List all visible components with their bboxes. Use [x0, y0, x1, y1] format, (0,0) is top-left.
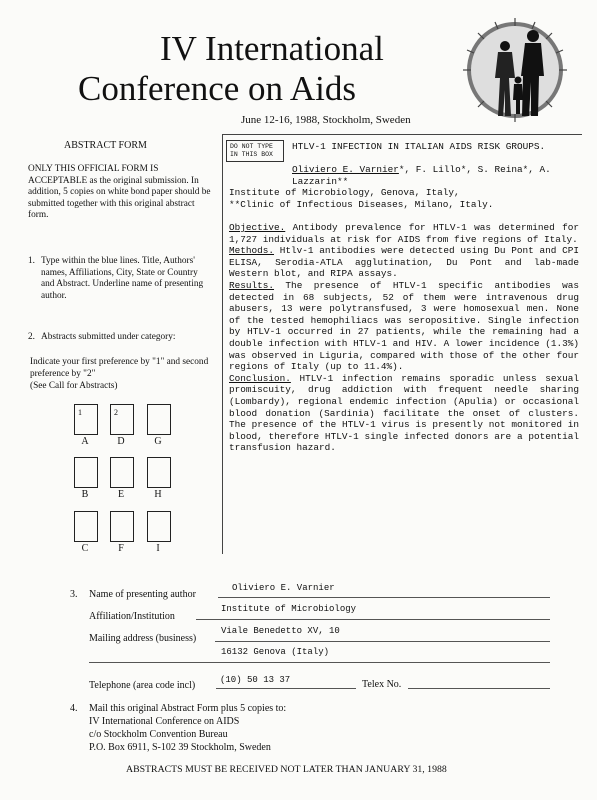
category-label-e: E — [117, 489, 125, 500]
instruction-1-text: Type within the blue lines. Title, Authors' names, Affiliations, City, State or Country and Abstract. Underline name of presenting author. — [41, 256, 204, 301]
mail-address-line-2: c/o Stockholm Convention Bureau — [89, 729, 228, 740]
category-label-h: H — [154, 489, 162, 500]
category-box-c[interactable] — [74, 511, 98, 542]
category-box-h[interactable] — [147, 457, 171, 488]
field-3-number: 3. — [70, 589, 78, 600]
abstract-authors — [292, 164, 582, 187]
conference-title-line1: IV International — [160, 29, 384, 68]
mailing-address-label: Mailing address (business) — [89, 633, 197, 644]
coauthors: *, F. Lillo*, S. Reina*, A. Lazzarin** — [292, 164, 551, 187]
category-label-g: G — [154, 436, 162, 447]
telephone-line — [216, 688, 356, 689]
category-box-a[interactable]: 1 — [74, 404, 98, 435]
objective-paragraph — [229, 222, 579, 245]
mail-address-line-1: IV International Conference on AIDS — [89, 716, 240, 727]
category-box-b[interactable] — [74, 457, 98, 488]
telex-label: Telex No. — [362, 679, 402, 690]
affiliation-label: Affiliation/Institution — [89, 611, 175, 622]
presenting-author-input[interactable]: Oliviero E. Varnier — [232, 583, 335, 593]
methods-paragraph — [229, 245, 579, 280]
mailing-address-input-2[interactable]: 16132 Genova (Italy) — [221, 647, 330, 657]
presenting-author-name: Oliviero E. Varnier — [292, 164, 399, 175]
conference-logo — [445, 12, 585, 122]
instruction-2-number: 2. — [28, 332, 35, 342]
telex-line — [408, 688, 550, 689]
affiliation-line-2: **Clinic of Infectious Diseases, Milano, Italy. — [229, 199, 494, 210]
results-text: The presence of HTLV-1 specific antibodies was detected in 68 subjects, 52 of them were intravenous drug abusers, 13 were polytransfused, 3 were homosexual men. None of the tested hemophiliacs was seropositive. Single infection by HTLV-1 occurred in 27 patients, while the remaining had a double infection with HTLV-1 and HIV. A lower incidence (1.3%) was observed in Liguria, compared with those of the other four regions of Italy (up to 11.4%). — [229, 279, 579, 373]
call-for-abstracts-note: (See Call for Abstracts) — [30, 381, 118, 391]
objective-text: Antibody prevalence for HTLV-1 was determined for 1,727 individuals at risk for AIDS from five regions of Italy. — [229, 222, 579, 245]
abstract-area-left-border — [222, 134, 223, 554]
conclusion-paragraph — [229, 373, 579, 454]
abstract-body — [229, 222, 579, 454]
methods-label: Methods. — [229, 245, 275, 257]
conference-dates: June 12-16, 1988, Stockholm, Sweden — [241, 114, 411, 126]
telephone-input[interactable]: (10) 50 13 37 — [220, 675, 291, 685]
deadline-notice: ABSTRACTS MUST BE RECEIVED NOT LATER THAN JANUARY 31, 1988 — [126, 764, 447, 775]
category-label-a: A — [81, 436, 89, 447]
mail-address-line-3: P.O. Box 6911, S-102 39 Stockholm, Sweden — [89, 742, 271, 753]
field-4-number: 4. — [70, 703, 78, 714]
results-paragraph — [229, 280, 579, 373]
abstract-area-top-border — [222, 134, 582, 135]
abstract-form-heading: ABSTRACT FORM — [64, 140, 147, 151]
category-box-d[interactable]: 2 — [110, 404, 134, 435]
category-label-d: D — [117, 436, 125, 447]
conclusion-label: Conclusion. — [229, 372, 291, 384]
mailing-address-line-2 — [89, 662, 550, 663]
abstract-title: HTLV-1 INFECTION IN ITALIAN AIDS RISK GROUPS. — [292, 141, 546, 152]
mail-instruction: Mail this original Abstract Form plus 5 copies to: — [89, 703, 287, 714]
affiliation-line-1: Institute of Microbiology, Genova, Italy, — [229, 187, 460, 198]
mailing-address-input-1[interactable]: Viale Benedetto XV, 10 — [221, 626, 340, 636]
official-form-notice: ONLY THIS OFFICIAL FORM IS ACCEPTABLE as the original submission. In addition, 5 copies on white bond paper should be submitted together with this original abstract form. — [28, 164, 211, 221]
telephone-label: Telephone (area code incl) — [89, 680, 196, 691]
objective-label: Objective. — [229, 222, 286, 233]
mailing-address-line-1 — [215, 641, 550, 642]
category-box-e[interactable] — [110, 457, 134, 488]
methods-text: Htlv-1 antibodies were detected using Du Pont and CPI ELISA, Serodia-ATLA agglutination, Du Pont and lab-made Western blot, and RIPA assays. — [229, 245, 579, 280]
conference-title-line2: Conference on Aids — [78, 69, 356, 108]
results-label: Results. — [229, 279, 275, 291]
category-label-b: B — [81, 489, 89, 500]
presenting-author-line — [218, 597, 550, 598]
category-box-g[interactable] — [147, 404, 171, 435]
category-label-f: F — [118, 543, 124, 554]
do-not-type-box: DO NOT TYPE IN THIS BOX — [226, 140, 284, 162]
affiliation-input[interactable]: Institute of Microbiology — [221, 604, 357, 614]
category-box-i[interactable] — [147, 511, 171, 542]
preference-instruction: Indicate your first preference by "1" and second preference by "2" — [30, 357, 209, 379]
category-box-f[interactable] — [110, 511, 134, 542]
conclusion-text: HTLV-1 infection remains sporadic unless sexual promiscuity, drug addiction with frequent needle sharing (Lombardy), regional endemic infection (Apulia) or occasional blood donation (Sardinia) facilitate the onset of clusters. The presence of the HTLV-1 virus is presently not monitored in blood, therefore HTLV-1 single infected donors are a potential transfusion hazard. — [229, 372, 579, 454]
category-label-c: C — [81, 543, 89, 554]
category-label-i: I — [156, 543, 160, 554]
presenting-author-label: Name of presenting author — [89, 589, 196, 600]
instruction-2-text: Abstracts submitted under category: — [41, 332, 176, 342]
affiliation-line — [196, 619, 550, 620]
instruction-1-number: 1. — [28, 256, 35, 266]
